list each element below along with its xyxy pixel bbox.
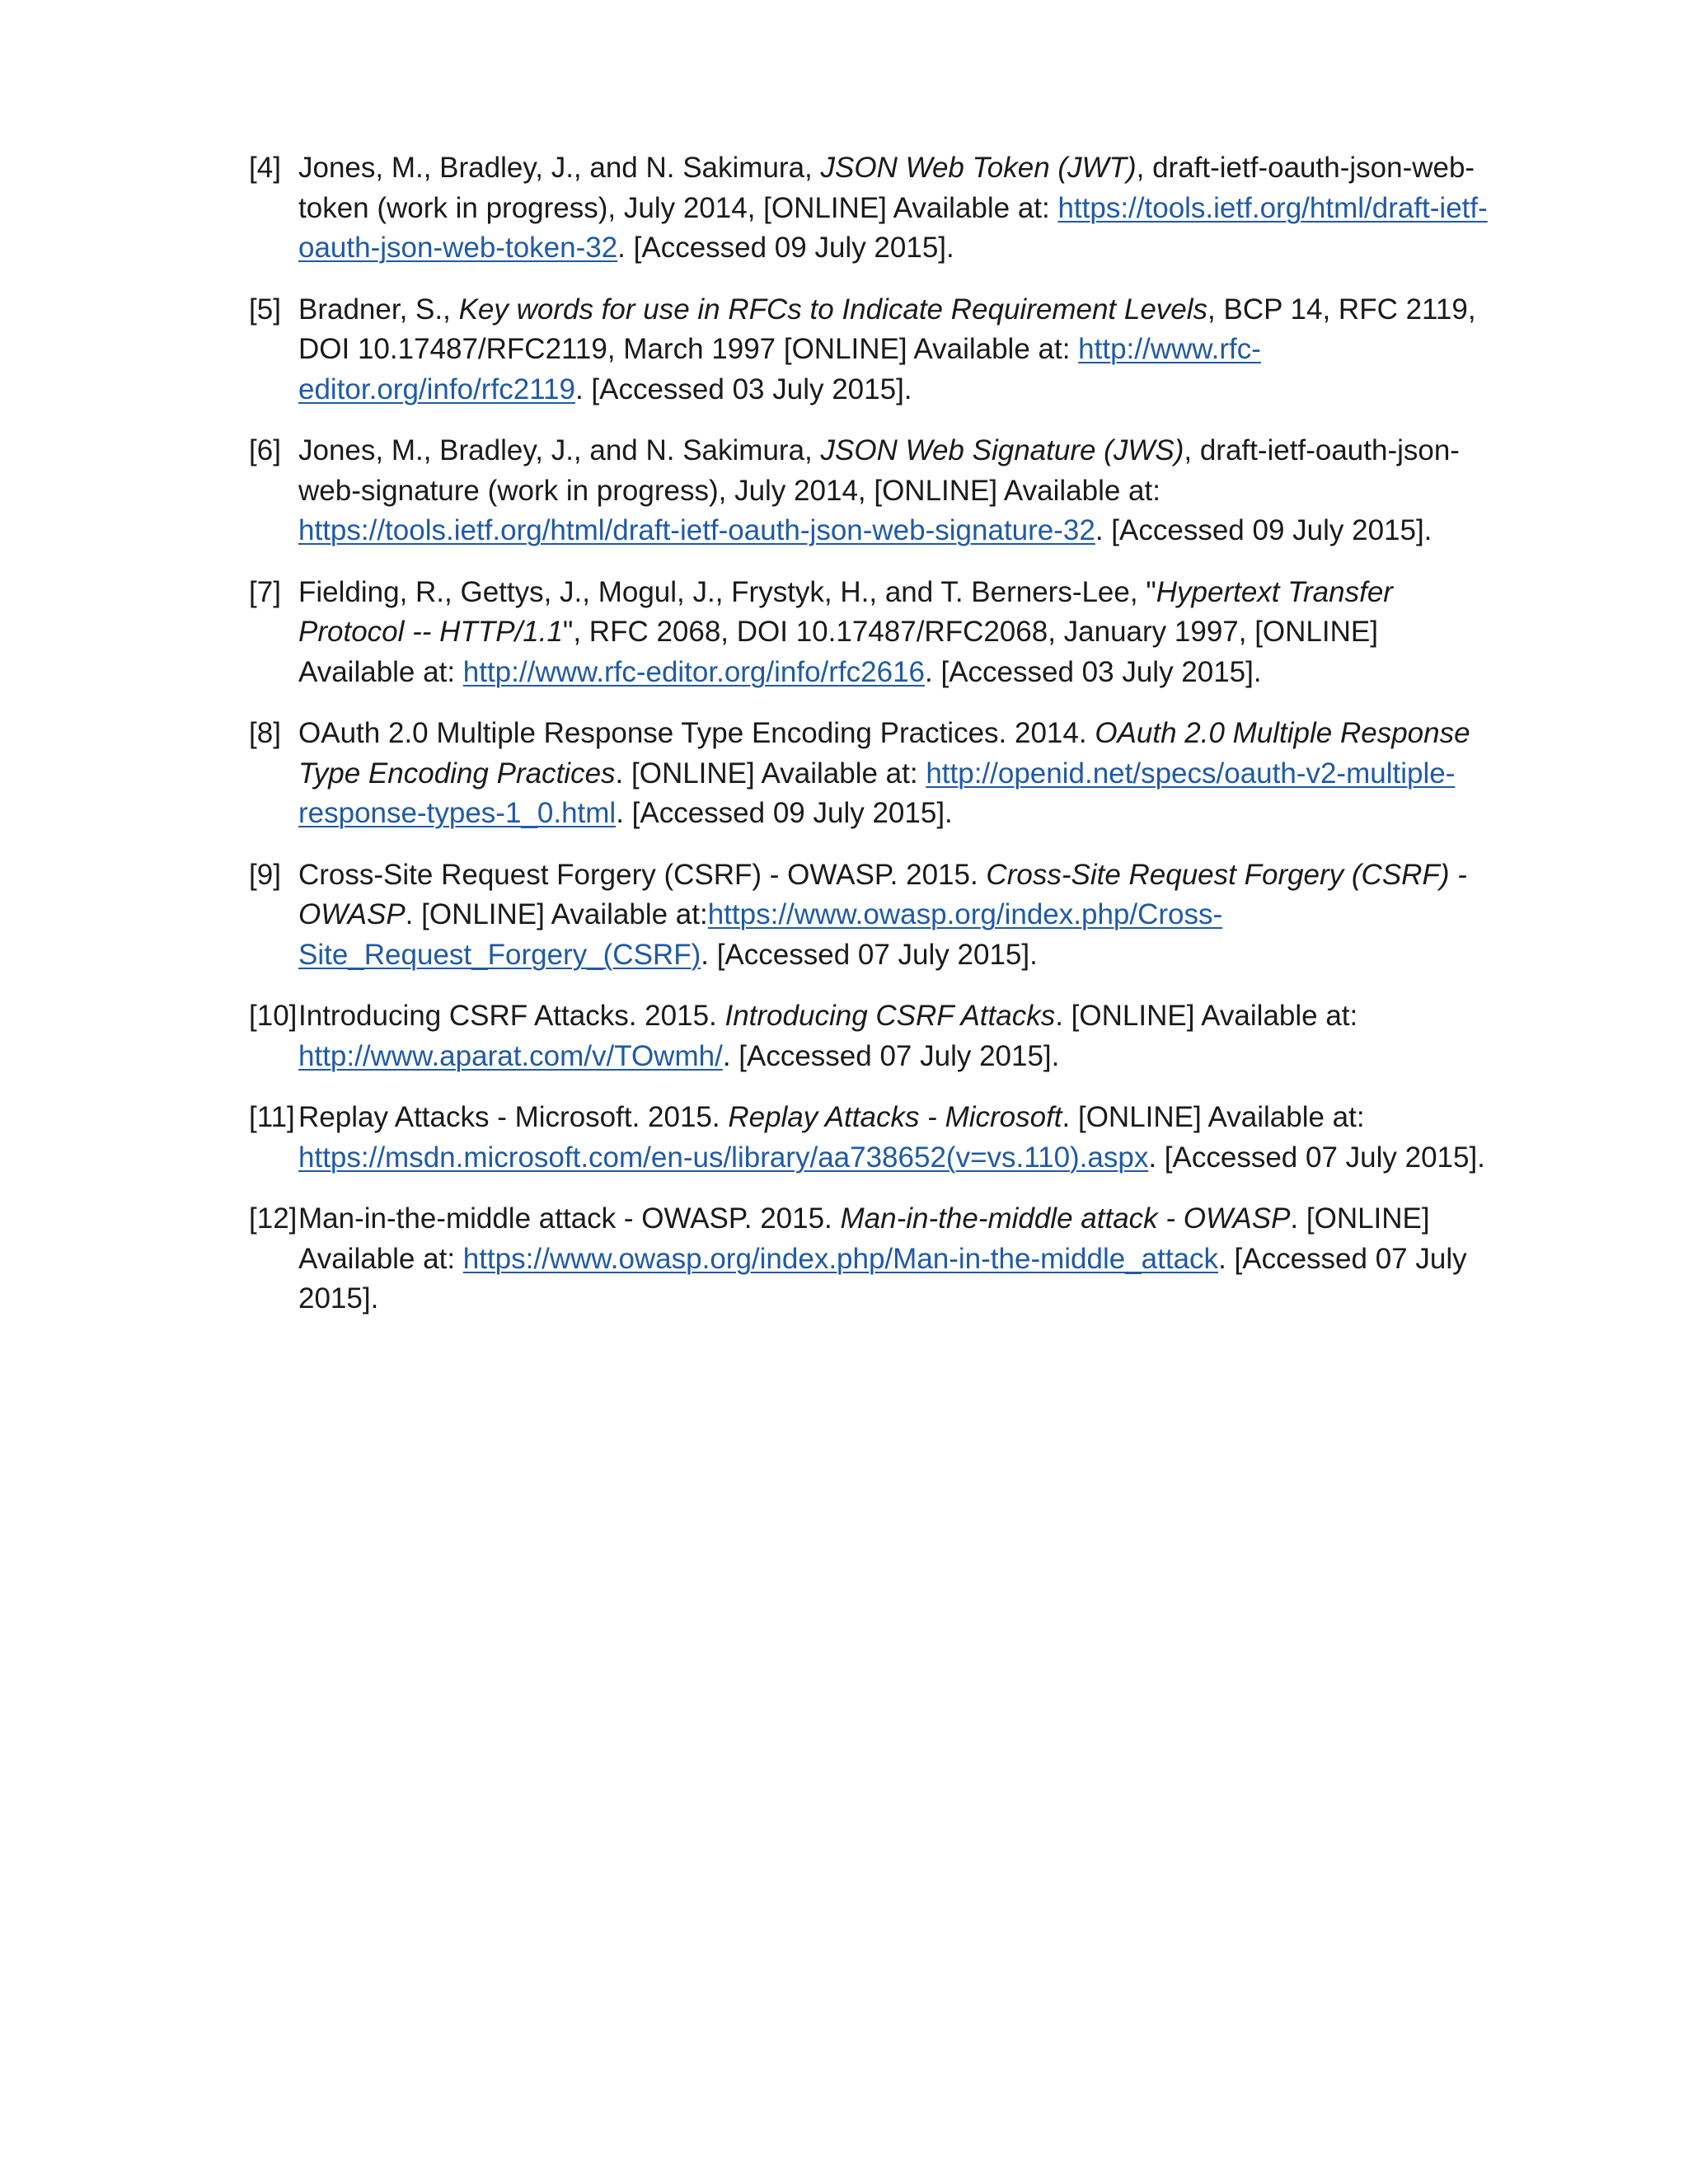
reference-details: , draft-ietf-oauth-json-web-signature (work in progress), July 2014, [ONLINE] Available at: xyxy=(298,434,1460,507)
reference-accessed: . [Accessed 07 July 2015]. xyxy=(1148,1141,1485,1174)
reference-item xyxy=(249,290,1493,410)
reference-link[interactable]: https://tools.ietf.org/html/draft-ietf-oauth-json-web-token-32 xyxy=(298,191,1488,264)
reference-accessed: . [Accessed 03 July 2015]. xyxy=(925,655,1262,688)
reference-title: Hypertext Transfer Protocol -- HTTP/1.1 xyxy=(298,575,1393,648)
reference-number: [6] xyxy=(249,434,281,466)
reference-accessed: . [Accessed 07 July 2015]. xyxy=(722,1039,1060,1072)
reference-item xyxy=(249,573,1493,693)
reference-link[interactable]: https://www.owasp.org/index.php/Cross-Site_Request_Forgery_(CSRF) xyxy=(298,898,1223,971)
reference-list xyxy=(249,148,1493,1341)
reference-accessed: . [Accessed 09 July 2015]. xyxy=(617,232,954,264)
reference-item xyxy=(249,1199,1493,1319)
reference-details: . [ONLINE] Available at: xyxy=(405,898,708,930)
reference-number: [9] xyxy=(249,858,281,891)
reference-item xyxy=(249,714,1493,834)
reference-details: ", RFC 2068, DOI 10.17487/RFC2068, January 1997, [ONLINE] Available at: xyxy=(298,616,1378,688)
reference-accessed: . [Accessed 07 July 2015]. xyxy=(298,1242,1467,1315)
reference-item xyxy=(249,996,1493,1076)
reference-number: [5] xyxy=(249,293,281,326)
reference-number: [7] xyxy=(249,575,281,608)
reference-number: [11] xyxy=(249,1101,295,1133)
reference-details: , BCP 14, RFC 2119, DOI 10.17487/RFC2119, March 1997 [ONLINE] Available at: xyxy=(298,293,1476,365)
reference-accessed: . [Accessed 09 July 2015]. xyxy=(1095,514,1432,546)
reference-title: Cross-Site Request Forgery (CSRF) - OWASP xyxy=(298,858,1467,930)
reference-item xyxy=(249,148,1493,269)
reference-title: JSON Web Signature (JWS) xyxy=(820,434,1184,466)
reference-title: JSON Web Token (JWT) xyxy=(820,152,1137,184)
reference-authors: Man-in-the-middle attack - OWASP. 2015. xyxy=(298,1202,841,1235)
reference-link[interactable]: https://www.owasp.org/index.php/Man-in-the-middle_attack xyxy=(462,1242,1219,1275)
reference-accessed: . [Accessed 03 July 2015]. xyxy=(574,373,912,405)
reference-title: OAuth 2.0 Multiple Response Type Encoding Practices xyxy=(298,717,1470,790)
reference-link[interactable]: http://www.rfc-editor.org/info/rfc2119 xyxy=(298,333,1261,405)
reference-link[interactable]: http://www.aparat.com/v/TOwmh/ xyxy=(298,1039,723,1072)
reference-accessed: . [Accessed 09 July 2015]. xyxy=(616,797,953,829)
reference-details: . [ONLINE] Available at: xyxy=(615,757,926,790)
reference-title: Introducing CSRF Attacks xyxy=(724,1000,1056,1032)
reference-details: , draft-ietf-oauth-json-web-token (work in progress), July 2014, [ONLINE] Available at: xyxy=(298,152,1475,224)
reference-link[interactable]: https://tools.ietf.org/html/draft-ietf-oauth-json-web-signature-32 xyxy=(298,514,1095,546)
reference-link[interactable]: http://openid.net/specs/oauth-v2-multiple-response-types-1_0.html xyxy=(298,757,1456,829)
reference-authors: Cross-Site Request Forgery (CSRF) - OWASP. 2015. xyxy=(298,858,987,891)
reference-authors: Fielding, R., Gettys, J., Mogul, J., Frystyk, H., and T. Berners-Lee, " xyxy=(298,575,1156,608)
reference-number: [4] xyxy=(249,152,281,184)
reference-link[interactable]: http://www.rfc-editor.org/info/rfc2616 xyxy=(462,655,926,688)
reference-authors: Replay Attacks - Microsoft. 2015. xyxy=(298,1101,729,1133)
reference-authors: Jones, M., Bradley, J., and N. Sakimura, xyxy=(298,152,821,184)
reference-link[interactable]: https://msdn.microsoft.com/en-us/library/aa738652(v=vs.110).aspx xyxy=(298,1141,1149,1174)
reference-number: [8] xyxy=(249,717,281,749)
reference-authors: Bradner, S., xyxy=(298,293,459,326)
reference-number: [10] xyxy=(249,1000,298,1032)
reference-title: Key words for use in RFCs to Indicate Requirement Levels xyxy=(458,293,1208,326)
reference-details: . [ONLINE] Available at: xyxy=(298,1202,1430,1275)
reference-details: . [ONLINE] Available at: xyxy=(1055,1000,1358,1032)
reference-title: Replay Attacks - Microsoft xyxy=(728,1101,1062,1133)
reference-authors: OAuth 2.0 Multiple Response Type Encoding Practices. 2014. xyxy=(298,717,1095,749)
reference-details: . [ONLINE] Available at: xyxy=(1062,1101,1365,1133)
reference-item xyxy=(249,1098,1493,1178)
reference-item xyxy=(249,855,1493,976)
reference-accessed: . [Accessed 07 July 2015]. xyxy=(701,938,1038,971)
reference-title: Man-in-the-middle attack - OWASP xyxy=(840,1202,1291,1235)
reference-authors: Jones, M., Bradley, J., and N. Sakimura, xyxy=(298,434,821,466)
reference-authors: Introducing CSRF Attacks. 2015. xyxy=(298,1000,725,1032)
reference-item xyxy=(249,431,1493,551)
reference-number: [12] xyxy=(249,1202,298,1235)
